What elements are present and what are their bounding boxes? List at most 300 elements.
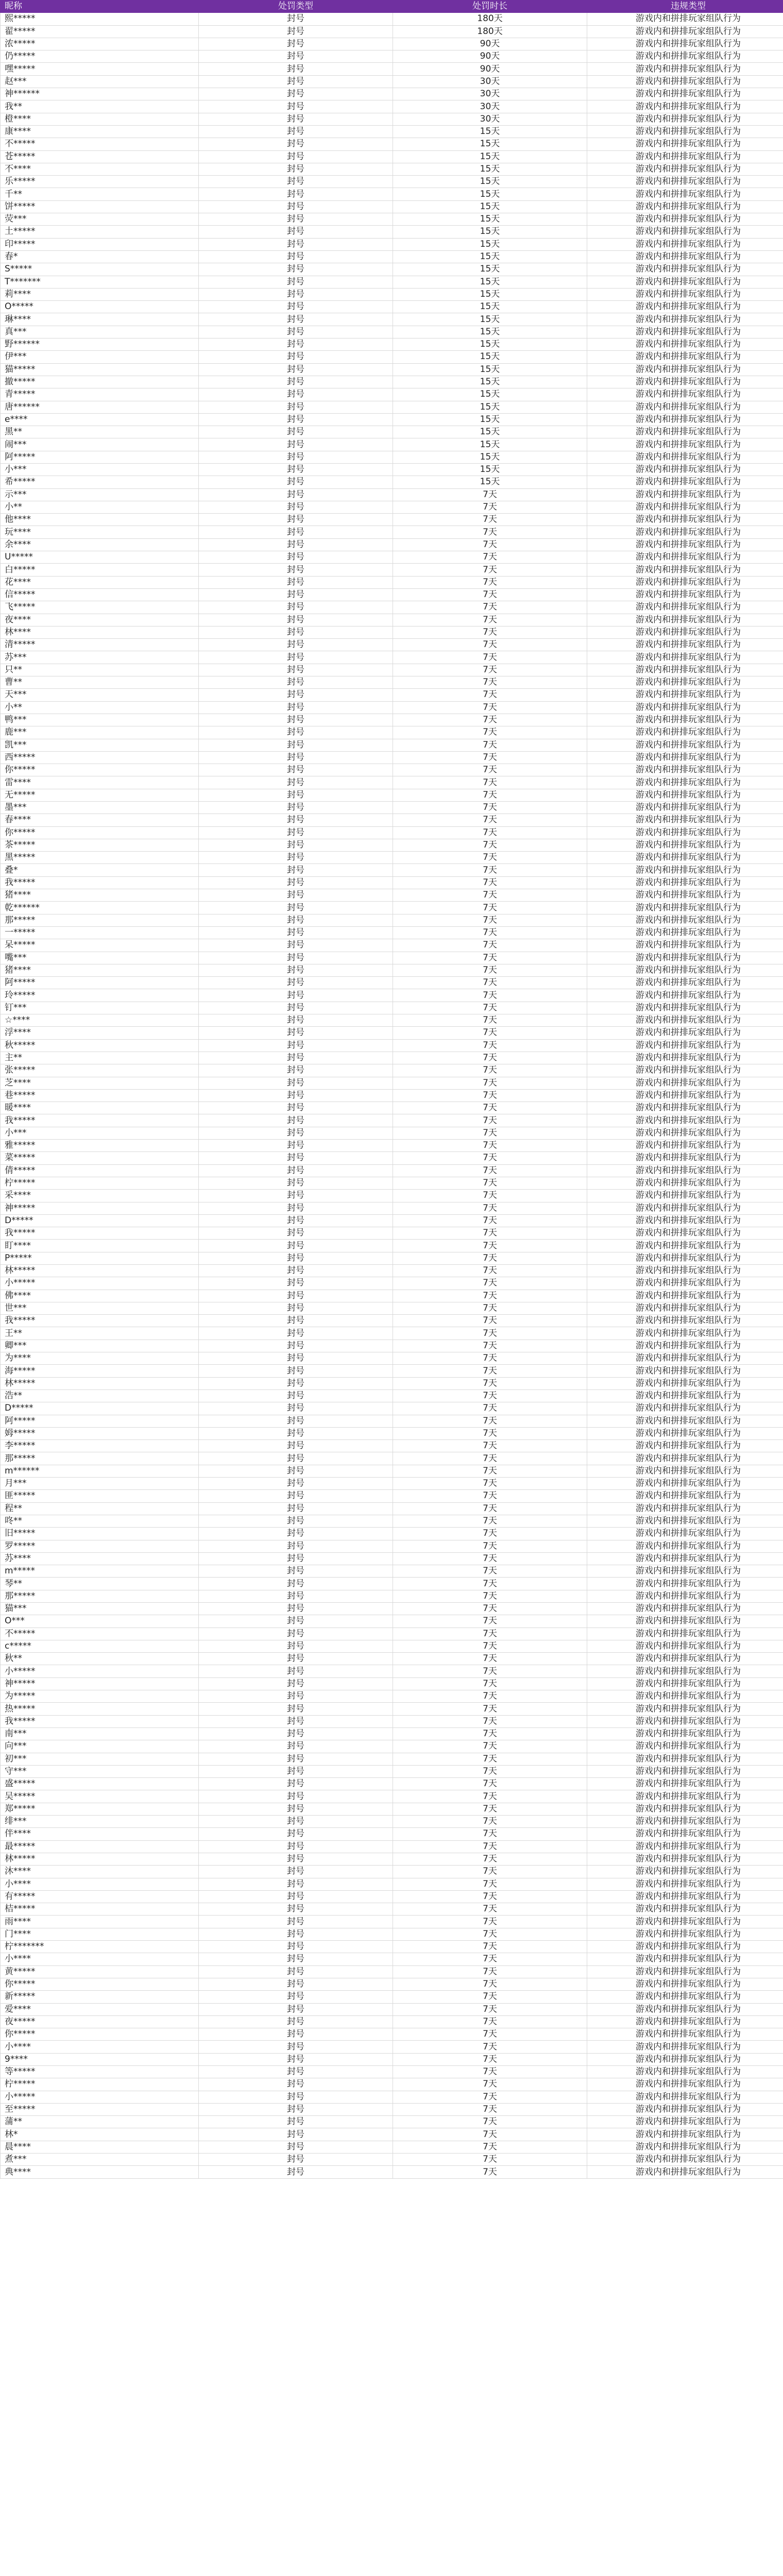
cell-nickname: 李***** (1, 1440, 199, 1452)
cell-penalty-duration: 15天 (393, 163, 587, 175)
table-row (1, 376, 783, 388)
cell-penalty-duration: 15天 (393, 338, 587, 351)
cell-violation-type: 游戏内和拼排玩家组队行为 (587, 1377, 783, 1389)
cell-penalty-type: 封号 (199, 2003, 393, 2015)
cell-violation-type: 游戏内和拼排玩家组队行为 (587, 276, 783, 288)
table-row (1, 1828, 783, 1840)
cell-penalty-duration: 15天 (393, 238, 587, 250)
cell-penalty-type: 封号 (199, 476, 393, 488)
cell-violation-type: 游戏内和拼排玩家组队行为 (587, 1753, 783, 1765)
table-row (1, 1941, 783, 1953)
cell-violation-type: 游戏内和拼排玩家组队行为 (587, 2166, 783, 2178)
cell-penalty-duration: 7天 (393, 726, 587, 739)
cell-violation-type: 游戏内和拼排玩家组队行为 (587, 226, 783, 238)
cell-nickname: 典**** (1, 2166, 199, 2178)
cell-penalty-type: 封号 (199, 1052, 393, 1064)
cell-penalty-type: 封号 (199, 363, 393, 376)
cell-violation-type: 游戏内和拼排玩家组队行为 (587, 1816, 783, 1828)
cell-penalty-duration: 7天 (393, 1965, 587, 1978)
cell-penalty-type: 封号 (199, 463, 393, 476)
cell-violation-type: 游戏内和拼排玩家组队行为 (587, 75, 783, 88)
cell-penalty-type: 封号 (199, 1552, 393, 1565)
cell-nickname: c***** (1, 1640, 199, 1652)
table-row (1, 626, 783, 638)
table-row (1, 301, 783, 313)
cell-nickname: 真*** (1, 326, 199, 338)
cell-nickname: 黑** (1, 426, 199, 438)
cell-penalty-duration: 15天 (393, 213, 587, 226)
table-row (1, 1064, 783, 1077)
cell-penalty-duration: 7天 (393, 1240, 587, 1252)
cell-penalty-type: 封号 (199, 488, 393, 501)
cell-violation-type: 游戏内和拼排玩家组队行为 (587, 238, 783, 250)
table-row (1, 1991, 783, 2003)
table-row (1, 1978, 783, 1990)
cell-violation-type: 游戏内和拼排玩家组队行为 (587, 1089, 783, 1101)
table-row (1, 1603, 783, 1615)
cell-nickname: T******* (1, 276, 199, 288)
table-row (1, 488, 783, 501)
cell-nickname: 黑***** (1, 852, 199, 864)
cell-penalty-type: 封号 (199, 2116, 393, 2128)
cell-penalty-type: 封号 (199, 1490, 393, 1502)
cell-penalty-duration: 7天 (393, 2065, 587, 2078)
cell-violation-type: 游戏内和拼排玩家组队行为 (587, 1928, 783, 1940)
cell-violation-type: 游戏内和拼排玩家组队行为 (587, 138, 783, 150)
cell-violation-type: 游戏内和拼排玩家组队行为 (587, 463, 783, 476)
table-row (1, 1327, 783, 1340)
table-row (1, 852, 783, 864)
cell-violation-type: 游戏内和拼排玩家组队行为 (587, 701, 783, 714)
cell-penalty-type: 封号 (199, 200, 393, 213)
cell-penalty-type: 封号 (199, 238, 393, 250)
cell-nickname: 巷***** (1, 1089, 199, 1101)
cell-nickname: 清***** (1, 639, 199, 651)
cell-nickname: 张***** (1, 1064, 199, 1077)
cell-penalty-duration: 7天 (393, 1740, 587, 1753)
cell-penalty-type: 封号 (199, 401, 393, 413)
cell-penalty-duration: 7天 (393, 1140, 587, 1152)
cell-nickname: 茶***** (1, 839, 199, 851)
cell-penalty-type: 封号 (199, 1478, 393, 1490)
cell-violation-type: 游戏内和拼排玩家组队行为 (587, 1389, 783, 1402)
cell-violation-type: 游戏内和拼排玩家组队行为 (587, 176, 783, 188)
cell-penalty-duration: 7天 (393, 1903, 587, 1916)
cell-violation-type: 游戏内和拼排玩家组队行为 (587, 939, 783, 952)
cell-penalty-type: 封号 (199, 689, 393, 701)
table-row (1, 1816, 783, 1828)
cell-nickname: 姆***** (1, 1427, 199, 1439)
cell-penalty-type: 封号 (199, 852, 393, 864)
cell-penalty-type: 封号 (199, 1415, 393, 1427)
cell-violation-type: 游戏内和拼排玩家组队行为 (587, 88, 783, 100)
cell-penalty-duration: 15天 (393, 288, 587, 300)
cell-penalty-duration: 7天 (393, 1715, 587, 1727)
cell-penalty-type: 封号 (199, 1002, 393, 1014)
table-row (1, 1916, 783, 1928)
cell-nickname: 秋** (1, 1653, 199, 1665)
cell-penalty-type: 封号 (199, 864, 393, 876)
cell-penalty-type: 封号 (199, 2041, 393, 2053)
cell-penalty-duration: 15天 (393, 401, 587, 413)
cell-nickname: 林***** (1, 1377, 199, 1389)
cell-penalty-type: 封号 (199, 2103, 393, 2115)
column-header-penalty-duration: 处罚时长 (393, 1, 587, 13)
cell-nickname: 世*** (1, 1302, 199, 1314)
cell-violation-type: 游戏内和拼排玩家组队行为 (587, 526, 783, 538)
cell-penalty-duration: 7天 (393, 952, 587, 964)
cell-violation-type: 游戏内和拼排玩家组队行为 (587, 2053, 783, 2065)
table-row (1, 200, 783, 213)
table-row (1, 25, 783, 38)
cell-violation-type: 游戏内和拼排玩家组队行为 (587, 538, 783, 551)
cell-penalty-type: 封号 (199, 1190, 393, 1202)
cell-penalty-duration: 7天 (393, 526, 587, 538)
cell-penalty-duration: 7天 (393, 776, 587, 789)
cell-penalty-type: 封号 (199, 1603, 393, 1615)
cell-nickname: 夜***** (1, 2015, 199, 2028)
cell-penalty-type: 封号 (199, 100, 393, 113)
table-row (1, 876, 783, 889)
cell-penalty-type: 封号 (199, 2078, 393, 2091)
table-row (1, 1778, 783, 1790)
cell-nickname: 小***** (1, 1665, 199, 1677)
cell-nickname: 热***** (1, 1703, 199, 1715)
table-row (1, 1264, 783, 1277)
cell-nickname: 9**** (1, 2053, 199, 2065)
cell-nickname: 盯**** (1, 1240, 199, 1252)
cell-penalty-duration: 7天 (393, 1502, 587, 1515)
cell-violation-type: 游戏内和拼排玩家组队行为 (587, 1140, 783, 1152)
cell-violation-type: 游戏内和拼排玩家组队行为 (587, 977, 783, 989)
table-row (1, 1102, 783, 1114)
cell-nickname: U***** (1, 551, 199, 564)
cell-nickname: 倩***** (1, 1164, 199, 1177)
table-row (1, 1727, 783, 1740)
cell-penalty-duration: 7天 (393, 1853, 587, 1865)
cell-nickname: 曹** (1, 676, 199, 689)
cell-penalty-duration: 7天 (393, 1290, 587, 1302)
table-row (1, 1027, 783, 1039)
cell-nickname: O***** (1, 301, 199, 313)
cell-penalty-type: 封号 (199, 263, 393, 276)
cell-penalty-duration: 7天 (393, 1941, 587, 1953)
cell-violation-type: 游戏内和拼排玩家组队行为 (587, 839, 783, 851)
cell-nickname: 琳**** (1, 313, 199, 326)
table-row (1, 2091, 783, 2103)
cell-nickname: 南*** (1, 1727, 199, 1740)
cell-penalty-duration: 7天 (393, 1991, 587, 2003)
cell-violation-type: 游戏内和拼排玩家组队行为 (587, 1214, 783, 1227)
cell-violation-type: 游戏内和拼排玩家组队行为 (587, 1490, 783, 1502)
cell-penalty-duration: 7天 (393, 1340, 587, 1352)
table-row (1, 514, 783, 526)
table-row (1, 2041, 783, 2053)
cell-penalty-type: 封号 (199, 1377, 393, 1389)
table-row (1, 977, 783, 989)
cell-penalty-type: 封号 (199, 13, 393, 25)
table-row (1, 1478, 783, 1490)
cell-violation-type: 游戏内和拼排玩家组队行为 (587, 1640, 783, 1652)
cell-penalty-type: 封号 (199, 38, 393, 50)
table-row (1, 1440, 783, 1452)
cell-nickname: 西***** (1, 751, 199, 764)
cell-penalty-duration: 7天 (393, 514, 587, 526)
cell-penalty-type: 封号 (199, 1790, 393, 1803)
table-row (1, 2053, 783, 2065)
cell-penalty-type: 封号 (199, 576, 393, 588)
cell-penalty-type: 封号 (199, 764, 393, 776)
cell-penalty-type: 封号 (199, 226, 393, 238)
cell-violation-type: 游戏内和拼排玩家组队行为 (587, 25, 783, 38)
cell-violation-type: 游戏内和拼排玩家组队行为 (587, 664, 783, 676)
table-row (1, 2015, 783, 2028)
table-row (1, 1077, 783, 1089)
cell-penalty-duration: 7天 (393, 2091, 587, 2103)
cell-nickname: 爱**** (1, 2003, 199, 2015)
cell-penalty-duration: 7天 (393, 1327, 587, 1340)
cell-penalty-type: 封号 (199, 2166, 393, 2178)
cell-penalty-duration: 7天 (393, 1064, 587, 1077)
cell-violation-type: 游戏内和拼排玩家组队行为 (587, 326, 783, 338)
table-row (1, 1552, 783, 1565)
cell-penalty-type: 封号 (199, 802, 393, 814)
table-row (1, 501, 783, 513)
table-row (1, 451, 783, 463)
cell-violation-type: 游戏内和拼排玩家组队行为 (587, 1615, 783, 1628)
cell-violation-type: 游戏内和拼排玩家组队行为 (587, 1653, 783, 1665)
cell-penalty-type: 封号 (199, 1277, 393, 1290)
cell-penalty-duration: 7天 (393, 1177, 587, 1189)
cell-violation-type: 游戏内和拼排玩家组队行为 (587, 1014, 783, 1027)
cell-penalty-duration: 7天 (393, 1377, 587, 1389)
table-row (1, 426, 783, 438)
cell-penalty-duration: 7天 (393, 614, 587, 626)
cell-penalty-type: 封号 (199, 1878, 393, 1890)
cell-penalty-duration: 7天 (393, 1252, 587, 1264)
cell-violation-type: 游戏内和拼排玩家组队行为 (587, 1264, 783, 1277)
cell-violation-type: 游戏内和拼排玩家组队行为 (587, 2103, 783, 2115)
cell-penalty-type: 封号 (199, 75, 393, 88)
cell-violation-type: 游戏内和拼排玩家组队行为 (587, 751, 783, 764)
cell-violation-type: 游戏内和拼排玩家组队行为 (587, 588, 783, 601)
cell-nickname: 雨**** (1, 1916, 199, 1928)
cell-nickname: 菜***** (1, 1152, 199, 1164)
cell-nickname: 仍***** (1, 50, 199, 63)
cell-penalty-duration: 7天 (393, 1027, 587, 1039)
cell-nickname: 不***** (1, 1628, 199, 1640)
cell-penalty-duration: 7天 (393, 1102, 587, 1114)
cell-penalty-type: 封号 (199, 1264, 393, 1277)
cell-penalty-type: 封号 (199, 176, 393, 188)
cell-violation-type: 游戏内和拼排玩家组队行为 (587, 1603, 783, 1615)
table-row (1, 1089, 783, 1101)
cell-nickname: 乾****** (1, 902, 199, 914)
table-row (1, 814, 783, 826)
cell-violation-type: 游戏内和拼排玩家组队行为 (587, 13, 783, 25)
cell-penalty-type: 封号 (199, 789, 393, 801)
cell-penalty-type: 封号 (199, 1039, 393, 1052)
table-row (1, 1753, 783, 1765)
cell-penalty-type: 封号 (199, 626, 393, 638)
cell-penalty-type: 封号 (199, 388, 393, 401)
cell-nickname: 那***** (1, 1452, 199, 1465)
cell-violation-type: 游戏内和拼排玩家组队行为 (587, 1027, 783, 1039)
cell-violation-type: 游戏内和拼排玩家组队行为 (587, 1352, 783, 1365)
cell-penalty-duration: 7天 (393, 1578, 587, 1590)
cell-violation-type: 游戏内和拼排玩家组队行为 (587, 2041, 783, 2053)
cell-violation-type: 游戏内和拼排玩家组队行为 (587, 651, 783, 664)
cell-violation-type: 游戏内和拼排玩家组队行为 (587, 2091, 783, 2103)
cell-penalty-type: 封号 (199, 1227, 393, 1240)
table-row (1, 1140, 783, 1152)
table-row (1, 1214, 783, 1227)
cell-penalty-type: 封号 (199, 1703, 393, 1715)
cell-violation-type: 游戏内和拼排玩家组队行为 (587, 1941, 783, 1953)
cell-nickname: 青***** (1, 388, 199, 401)
cell-penalty-duration: 7天 (393, 864, 587, 876)
cell-nickname: 林**** (1, 626, 199, 638)
cell-violation-type: 游戏内和拼排玩家组队行为 (587, 2078, 783, 2091)
table-row (1, 926, 783, 939)
cell-violation-type: 游戏内和拼排玩家组队行为 (587, 125, 783, 138)
cell-violation-type: 游戏内和拼排玩家组队行为 (587, 952, 783, 964)
cell-nickname: 程** (1, 1502, 199, 1515)
cell-penalty-type: 封号 (199, 1402, 393, 1415)
cell-violation-type: 游戏内和拼排玩家组队行为 (587, 338, 783, 351)
cell-violation-type: 游戏内和拼排玩家组队行为 (587, 864, 783, 876)
cell-violation-type: 游戏内和拼排玩家组队行为 (587, 1202, 783, 1214)
cell-penalty-duration: 7天 (393, 1190, 587, 1202)
cell-penalty-duration: 30天 (393, 75, 587, 88)
cell-penalty-type: 封号 (199, 351, 393, 363)
cell-penalty-duration: 7天 (393, 501, 587, 513)
cell-penalty-type: 封号 (199, 1064, 393, 1077)
cell-penalty-type: 封号 (199, 1816, 393, 1828)
cell-violation-type: 游戏内和拼排玩家组队行为 (587, 1365, 783, 1377)
cell-nickname: e**** (1, 413, 199, 426)
cell-nickname: 小***** (1, 1277, 199, 1290)
cell-nickname: 小**** (1, 1878, 199, 1890)
cell-nickname: 呆***** (1, 939, 199, 952)
table-row (1, 1252, 783, 1264)
cell-violation-type: 游戏内和拼排玩家组队行为 (587, 163, 783, 175)
cell-violation-type: 游戏内和拼排玩家组队行为 (587, 1778, 783, 1790)
cell-penalty-duration: 7天 (393, 1928, 587, 1940)
cell-violation-type: 游戏内和拼排玩家组队行为 (587, 1878, 783, 1890)
cell-violation-type: 游戏内和拼排玩家组队行为 (587, 1465, 783, 1477)
cell-penalty-duration: 7天 (393, 1077, 587, 1089)
cell-violation-type: 游戏内和拼排玩家组队行为 (587, 1252, 783, 1264)
cell-nickname: 玩**** (1, 526, 199, 538)
cell-nickname: D***** (1, 1402, 199, 1415)
cell-penalty-duration: 7天 (393, 551, 587, 564)
cell-penalty-duration: 7天 (393, 1816, 587, 1828)
cell-violation-type: 游戏内和拼排玩家组队行为 (587, 476, 783, 488)
cell-penalty-duration: 7天 (393, 1264, 587, 1277)
cell-penalty-type: 封号 (199, 1089, 393, 1101)
cell-penalty-type: 封号 (199, 2091, 393, 2103)
cell-penalty-type: 封号 (199, 163, 393, 175)
cell-violation-type: 游戏内和拼排玩家组队行为 (587, 63, 783, 75)
table-row (1, 1315, 783, 1327)
cell-penalty-duration: 7天 (393, 1803, 587, 1815)
table-row (1, 1164, 783, 1177)
cell-nickname: 柠******* (1, 1941, 199, 1953)
cell-nickname: 有***** (1, 1890, 199, 1903)
cell-violation-type: 游戏内和拼排玩家组队行为 (587, 438, 783, 451)
cell-penalty-duration: 7天 (393, 714, 587, 726)
cell-penalty-type: 封号 (199, 1290, 393, 1302)
table-row (1, 639, 783, 651)
cell-nickname: 他**** (1, 514, 199, 526)
cell-penalty-duration: 7天 (393, 802, 587, 814)
cell-nickname: 至***** (1, 2103, 199, 2115)
cell-violation-type: 游戏内和拼排玩家组队行为 (587, 100, 783, 113)
table-row (1, 1953, 783, 1965)
cell-nickname: 浮**** (1, 1027, 199, 1039)
cell-penalty-duration: 30天 (393, 113, 587, 125)
table-row (1, 839, 783, 851)
cell-violation-type: 游戏内和拼排玩家组队行为 (587, 1340, 783, 1352)
cell-penalty-duration: 7天 (393, 1277, 587, 1290)
cell-penalty-type: 封号 (199, 1528, 393, 1540)
cell-penalty-type: 封号 (199, 952, 393, 964)
table-row (1, 676, 783, 689)
cell-violation-type: 游戏内和拼排玩家组队行为 (587, 1677, 783, 1690)
cell-penalty-type: 封号 (199, 1965, 393, 1978)
table-row (1, 2141, 783, 2153)
cell-nickname: 阿***** (1, 451, 199, 463)
table-row (1, 1853, 783, 1865)
table-row (1, 1389, 783, 1402)
cell-violation-type: 游戏内和拼排玩家组队行为 (587, 1790, 783, 1803)
cell-penalty-duration: 7天 (393, 1427, 587, 1439)
cell-violation-type: 游戏内和拼排玩家组队行为 (587, 989, 783, 1002)
cell-penalty-type: 封号 (199, 2028, 393, 2041)
table-row (1, 751, 783, 764)
cell-penalty-duration: 7天 (393, 1389, 587, 1402)
cell-penalty-duration: 7天 (393, 839, 587, 851)
cell-penalty-type: 封号 (199, 701, 393, 714)
cell-nickname: 花**** (1, 576, 199, 588)
cell-nickname: 小*** (1, 463, 199, 476)
cell-nickname: 翟***** (1, 25, 199, 38)
table-row (1, 88, 783, 100)
cell-nickname: 最***** (1, 1840, 199, 1853)
cell-violation-type: 游戏内和拼排玩家组队行为 (587, 1127, 783, 1139)
cell-nickname: P***** (1, 1252, 199, 1264)
cell-penalty-duration: 7天 (393, 739, 587, 751)
cell-nickname: 我***** (1, 876, 199, 889)
cell-violation-type: 游戏内和拼排玩家组队行为 (587, 263, 783, 276)
table-row (1, 526, 783, 538)
table-row (1, 689, 783, 701)
cell-penalty-duration: 15天 (393, 301, 587, 313)
cell-violation-type: 游戏内和拼排玩家组队行为 (587, 914, 783, 926)
cell-penalty-type: 封号 (199, 1440, 393, 1452)
cell-penalty-duration: 180天 (393, 25, 587, 38)
cell-penalty-type: 封号 (199, 2053, 393, 2065)
table-row (1, 1703, 783, 1715)
table-row (1, 989, 783, 1002)
cell-penalty-type: 封号 (199, 1389, 393, 1402)
table-row (1, 226, 783, 238)
table-row (1, 1014, 783, 1027)
cell-violation-type: 游戏内和拼排玩家组队行为 (587, 38, 783, 50)
table-row (1, 2154, 783, 2166)
cell-violation-type: 游戏内和拼排玩家组队行为 (587, 1890, 783, 1903)
